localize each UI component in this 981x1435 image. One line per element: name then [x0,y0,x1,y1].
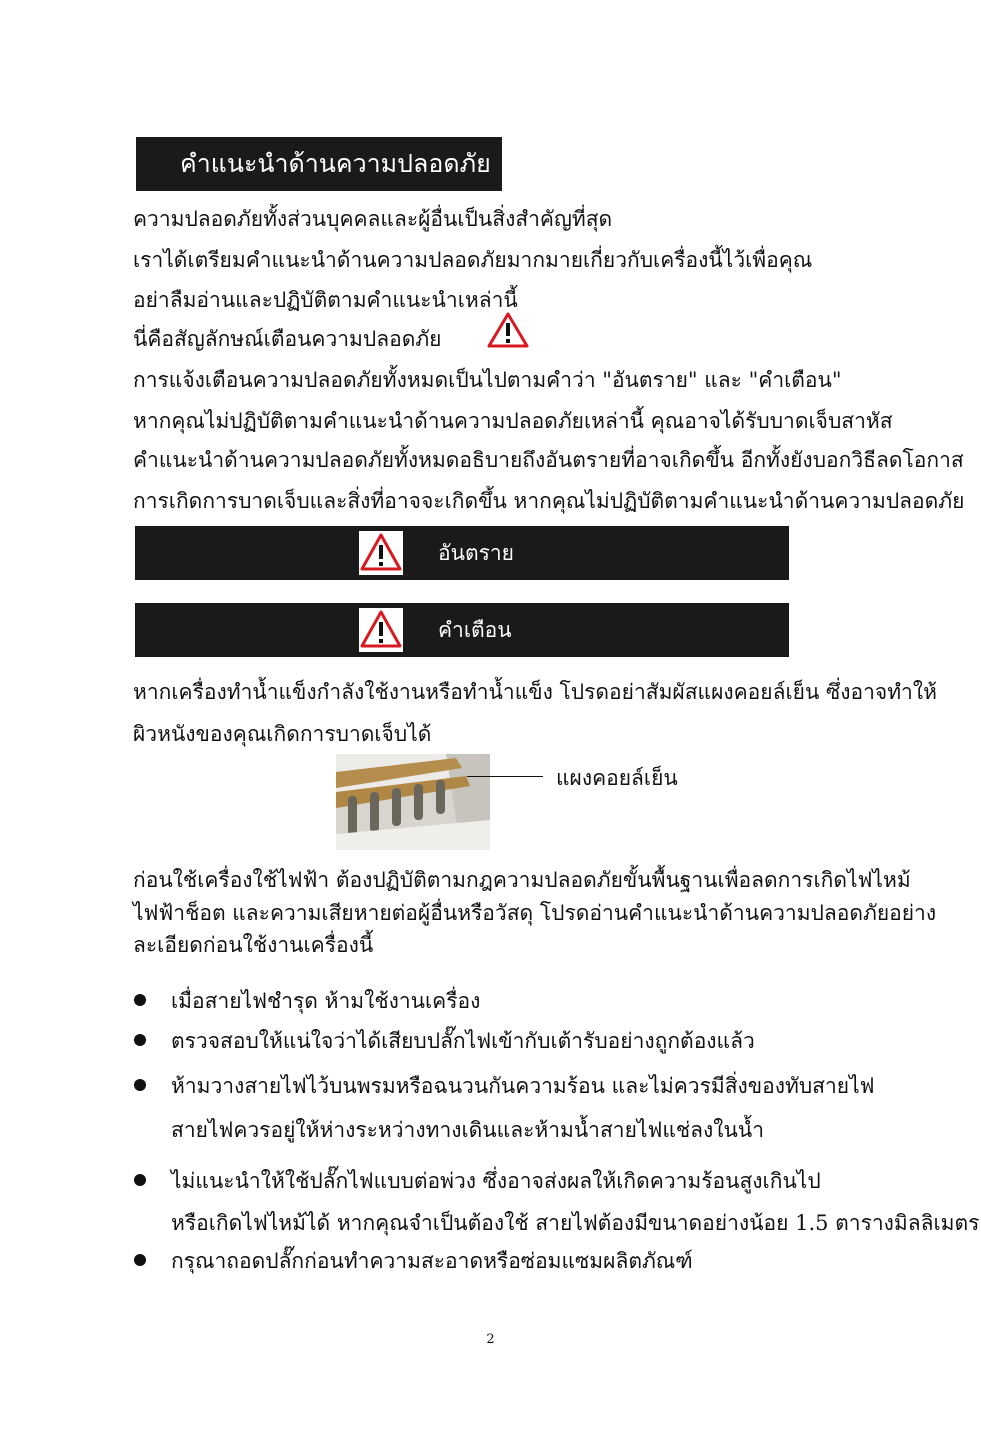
intro-line: นี่คือสัญลักษณ์เตือนความปลอดภัย [133,327,442,351]
bullet-item-continued: หรือเกิดไฟไหม้ได้ หากคุณจำเป็นต้องใช้ สายไฟต้องมีขนาดอย่างน้อย 1.5 ตารางมิลลิเมตร [171,1211,980,1235]
photo-callout: แผงคอยล์เย็น [556,766,678,790]
warning-banner [135,603,789,657]
page-number: 2 [486,1332,495,1347]
bullet-dot [134,994,146,1006]
cooling-coil-photo [336,754,490,850]
callout-leader-line [467,776,543,777]
bullet-dot [134,1174,146,1186]
bullet-item-continued: สายไฟควรอยู่ให้ห่างระหว่างทางเดินและห้ามน้ำสายไฟแช่ลงในน้ำ [171,1118,764,1142]
electrical-line: ละเอียดก่อนใช้งานเครื่องนี้ [133,933,374,957]
warning-triangle-icon [487,311,529,349]
bullet-dot [134,1079,146,1091]
intro-line: หากคุณไม่ปฏิบัติตามคำแนะนำด้านความปลอดภัยเหล่านี้ คุณอาจได้รับบาดเจ็บสาหัส [133,409,893,433]
warning-triangle-icon [359,608,403,652]
coil-warning-line: หากเครื่องทำน้ำแข็งกำลังใช้งานหรือทำน้ำแข็ง โปรดอย่าสัมผัสแผงคอยล์เย็น ซึ่งอาจทำให้ [133,680,937,704]
warning-label: คำเตือน [438,618,512,642]
electrical-line: ก่อนใช้เครื่องใช้ไฟฟ้า ต้องปฏิบัติตามกฎความปลอดภัยขั้นพื้นฐานเพื่อลดการเกิดไฟไหม้ [133,868,911,892]
bullet-item: ตรวจสอบให้แน่ใจว่าได้เสียบปลั๊กไฟเข้ากับเต้ารับอย่างถูกต้องแล้ว [171,1029,755,1053]
bullet-item: เมื่อสายไฟชำรุด ห้ามใช้งานเครื่อง [171,989,481,1013]
bullet-dot [134,1034,146,1046]
intro-line: การแจ้งเตือนความปลอดภัยทั้งหมดเป็นไปตามคำว่า "อันตราย" และ "คำเตือน" [133,368,842,392]
bullet-item: ห้ามวางสายไฟไว้บนพรมหรือฉนวนกันความร้อน และไม่ควรมีสิ่งของทับสายไฟ [171,1074,875,1098]
warning-triangle-icon [359,531,403,575]
section-title: คำแนะนำด้านความปลอดภัย [136,137,502,191]
bullet-dot [134,1254,146,1266]
electrical-line: ไฟฟ้าช็อต และความเสียหายต่อผู้อื่นหรือวัสดุ โปรดอ่านคำแนะนำด้านความปลอดภัยอย่าง [133,901,937,925]
danger-banner [135,526,789,580]
bullet-item: กรุณาถอดปลั๊กก่อนทำความสะอาดหรือซ่อมแซมผลิตภัณฑ์ [171,1249,693,1273]
intro-line: คำแนะนำด้านความปลอดภัยทั้งหมดอธิบายถึงอันตรายที่อาจเกิดขึ้น อีกทั้งยังบอกวิธีลดโอกาส [133,448,964,472]
bullet-item: ไม่แนะนำให้ใช้ปลั๊กไฟแบบต่อพ่วง ซึ่งอาจส่งผลให้เกิดความร้อนสูงเกินไป [171,1169,821,1193]
intro-line: เราได้เตรียมคำแนะนำด้านความปลอดภัยมากมายเกี่ยวกับเครื่องนี้ไว้เพื่อคุณ [133,248,813,272]
danger-label: อันตราย [438,541,514,565]
coil-warning-line: ผิวหนังของคุณเกิดการบาดเจ็บได้ [133,722,432,746]
intro-line: อย่าลืมอ่านและปฏิบัติตามคำแนะนำเหล่านี้ [133,288,518,312]
intro-line: ความปลอดภัยทั้งส่วนบุคคลและผู้อื่นเป็นสิ่งสำคัญที่สุด [133,207,613,231]
intro-line: การเกิดการบาดเจ็บและสิ่งที่อาจจะเกิดขึ้น หากคุณไม่ปฏิบัติตามคำแนะนำด้านความปลอดภัย [133,489,965,513]
